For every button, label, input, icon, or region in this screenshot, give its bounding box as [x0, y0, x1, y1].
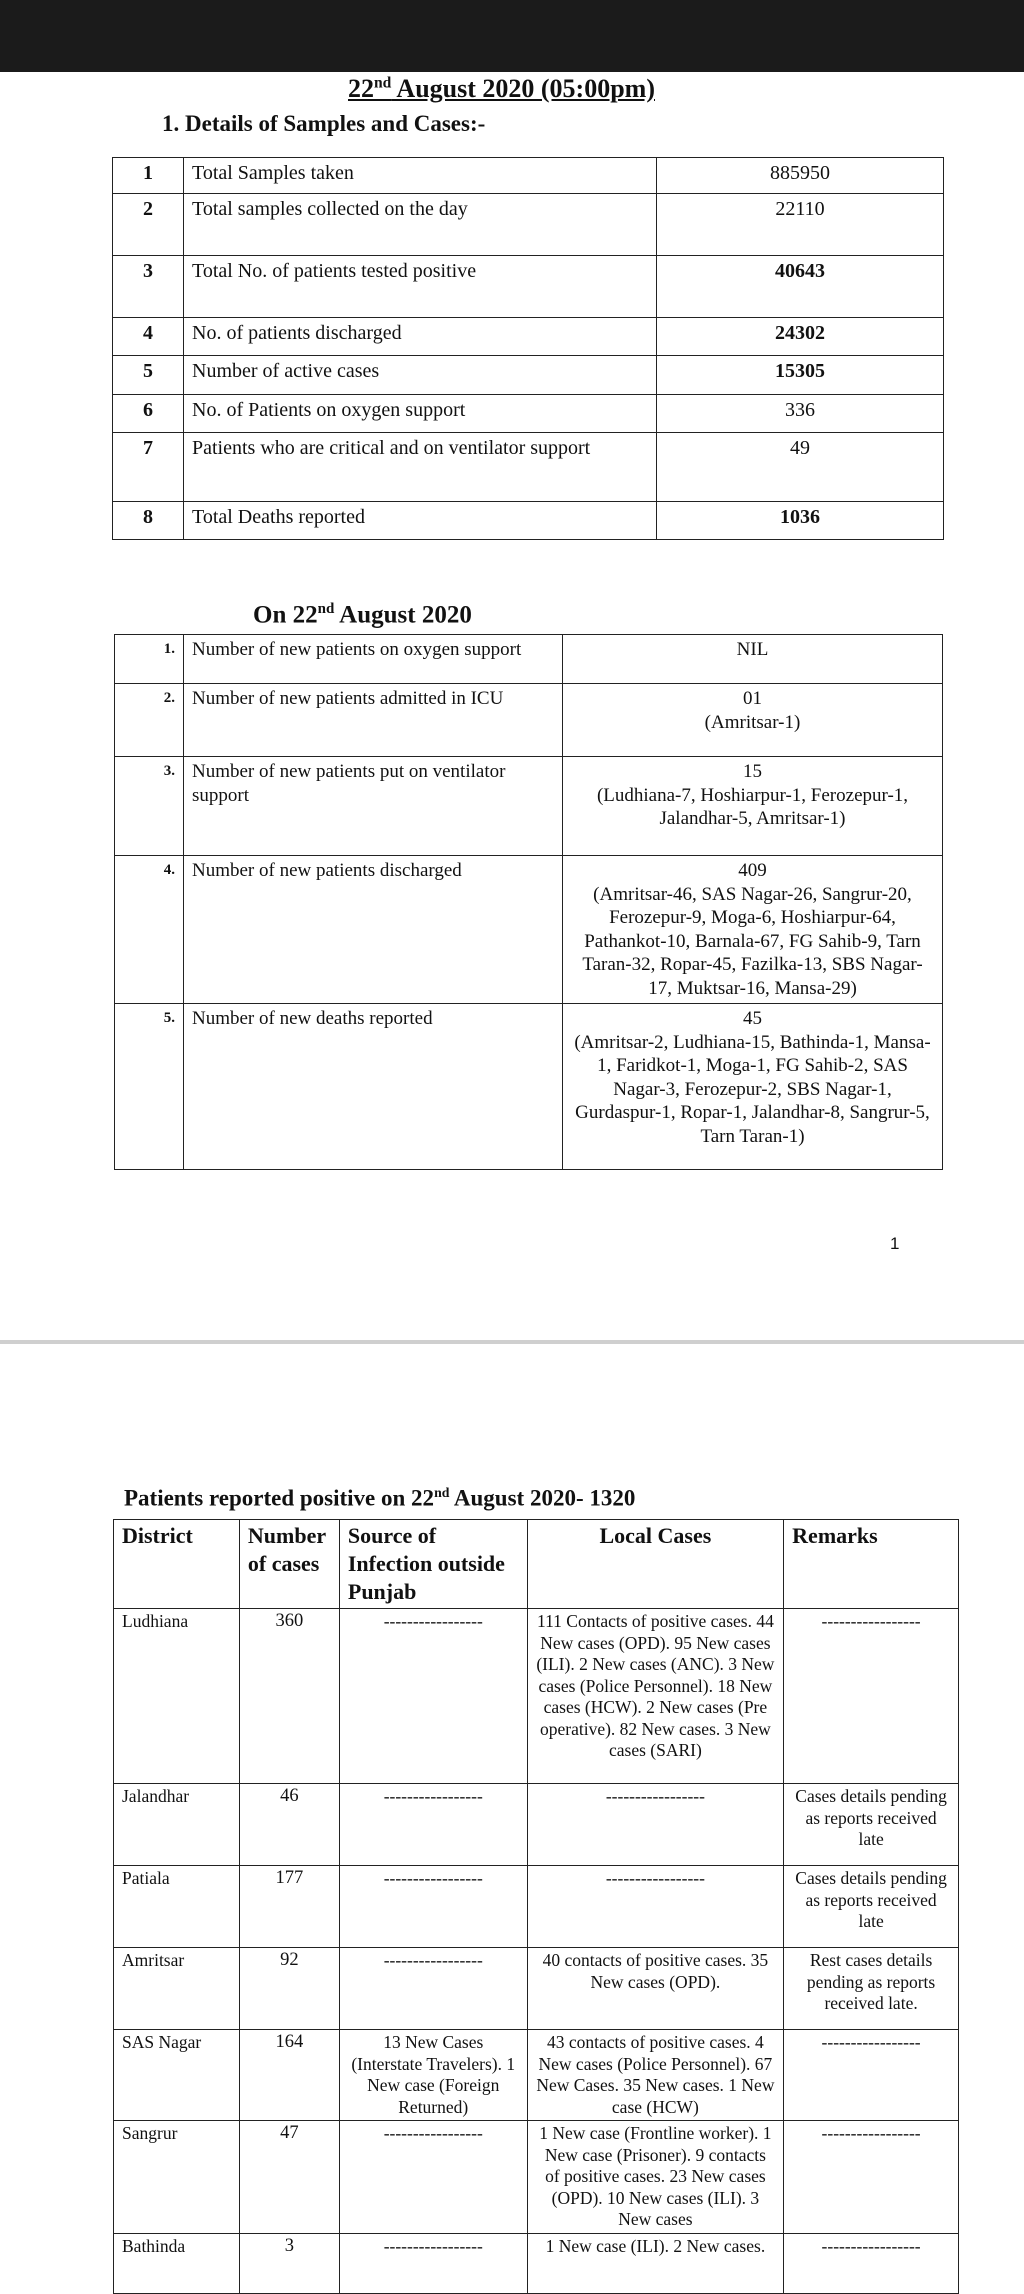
section-heading: 1. Details of Samples and Cases:-	[162, 111, 486, 136]
table-row	[115, 757, 943, 856]
row-label: No. of patients discharged	[184, 318, 657, 356]
cell-local: 40 contacts of positive cases. 35 New cases (OPD).	[527, 1948, 784, 2030]
row-value	[563, 1004, 943, 1170]
cell-source: -----------------	[339, 2121, 527, 2234]
table-row	[114, 2121, 959, 2234]
row-value-detail: (Amritsar-2, Ludhiana-15, Bathinda-1, Mansa-1, Faridkot-1, Moga-1, FG Sahib-2, SAS Nagar-3, Ferozepur-2, SBS Nagar-1, Gurdaspur-1, Ropar-1, Jalandhar-8, Sangrur-5, Tarn Taran-1)	[574, 1031, 931, 1147]
row-value: 40643	[657, 256, 944, 318]
row-number: 7	[113, 433, 184, 502]
cell-cases: 92	[239, 1948, 339, 2030]
row-value: 336	[657, 395, 944, 433]
table-row	[114, 1866, 959, 1948]
table-row	[115, 1004, 943, 1170]
cell-district: Sangrur	[114, 2121, 240, 2234]
table-row	[113, 158, 944, 194]
row-label: No. of Patients on oxygen support	[184, 395, 657, 433]
col-header-local: Local Cases	[527, 1520, 784, 1609]
table-row	[115, 856, 943, 1004]
row-label: Number of new deaths reported	[184, 1004, 563, 1170]
table-row	[115, 684, 943, 757]
row-value: 24302	[657, 318, 944, 356]
cell-cases: 164	[239, 2030, 339, 2121]
col-header-district: District	[114, 1520, 240, 1609]
row-value-detail: (Amritsar-1)	[704, 711, 801, 733]
row-value: 885950	[657, 158, 944, 194]
table-row	[114, 1948, 959, 2030]
cell-source: -----------------	[339, 1784, 527, 1866]
cell-district: Ludhiana	[114, 1609, 240, 1784]
row-value-detail: (Amritsar-46, SAS Nagar-26, Sangrur-20, Ferozepur-9, Moga-6, Hoshiarpur-64, Pathankot-10, Barnala-67, FG Sahib-9, Tarn Taran-32, Ropar-45, Fazilka-13, SBS Nagar-17, Muktsar-16, Mansa-29)	[582, 883, 923, 999]
row-number: 3	[113, 256, 184, 318]
cell-district: Amritsar	[114, 1948, 240, 2030]
row-value-count: 15	[743, 761, 762, 782]
row-value	[563, 856, 943, 1004]
cell-cases: 47	[239, 2121, 339, 2234]
row-number: 1	[113, 158, 184, 194]
row-value-count: NIL	[736, 639, 769, 660]
row-value	[563, 635, 943, 684]
cell-source: -----------------	[339, 1609, 527, 1784]
cell-remarks: Rest cases details pending as reports received late.	[784, 1948, 959, 2030]
row-label: Total No. of patients tested positive	[184, 256, 657, 318]
row-value-count: 01	[743, 688, 762, 709]
cell-local: 43 contacts of positive cases. 4 New cases (Police Personnel). 67 New Cases. 35 New cases. 1 New case (HCW)	[527, 2030, 784, 2121]
row-label: Number of new patients discharged	[184, 856, 563, 1004]
cell-local: -----------------	[527, 1784, 784, 1866]
cell-remarks: -----------------	[784, 2233, 959, 2293]
cell-remarks: -----------------	[784, 2030, 959, 2121]
row-value-count: 45	[743, 1008, 762, 1029]
table-row	[114, 1784, 959, 1866]
page-divider	[0, 1340, 1024, 1344]
table-row	[113, 318, 944, 356]
cell-local: 1 New case (Frontline worker). 1 New case (Prisoner). 9 contacts of positive cases. 23 New cases (OPD). 10 New cases (ILI). 3 New cases	[527, 2121, 784, 2234]
table-header-row	[114, 1520, 959, 1609]
row-label: Number of active cases	[184, 356, 657, 395]
row-value-detail: (Ludhiana-7, Hoshiarpur-1, Ferozepur-1, Jalandhar-5, Amritsar-1)	[596, 784, 909, 829]
cell-cases: 3	[239, 2233, 339, 2293]
table-row	[114, 2030, 959, 2121]
table-row	[113, 194, 944, 256]
row-number: 2.	[115, 684, 184, 757]
cell-district: Jalandhar	[114, 1784, 240, 1866]
cell-remarks: Cases details pending as reports received late	[784, 1784, 959, 1866]
cell-remarks: -----------------	[784, 1609, 959, 1784]
cell-district: Bathinda	[114, 2233, 240, 2293]
row-label: Number of new patients admitted in ICU	[184, 684, 563, 757]
row-value: 1036	[657, 502, 944, 540]
row-label: Number of new patients put on ventilator support	[184, 757, 563, 856]
row-number: 5	[113, 356, 184, 395]
table-row	[115, 635, 943, 684]
table-row	[114, 1609, 959, 1784]
table-row	[113, 356, 944, 395]
row-value: 49	[657, 433, 944, 502]
samples-cases-table	[112, 157, 944, 540]
row-value: 15305	[657, 356, 944, 395]
row-value	[563, 757, 943, 856]
cell-district: SAS Nagar	[114, 2030, 240, 2121]
cell-local: -----------------	[527, 1866, 784, 1948]
cell-source: -----------------	[339, 1866, 527, 1948]
district-cases-table	[113, 1519, 959, 2294]
cell-source: -----------------	[339, 2233, 527, 2293]
row-label: Patients who are critical and on ventilator support	[184, 433, 657, 502]
cell-local: 111 Contacts of positive cases. 44 New cases (OPD). 95 New cases (ILI). 2 New cases (ANC). 3 New cases (Police Personnel). 18 New cases (HCW). 2 New cases (Pre operative). 82 New cases. 3 New cases (SARI)	[527, 1609, 784, 1784]
table-row	[113, 502, 944, 540]
row-label: Total Samples taken	[184, 158, 657, 194]
row-label: Total samples collected on the day	[184, 194, 657, 256]
row-number: 1.	[115, 635, 184, 684]
row-number: 2	[113, 194, 184, 256]
cell-cases: 360	[239, 1609, 339, 1784]
report-date-title: 22nd August 2020 (05:00pm)	[348, 74, 655, 103]
row-number: 4	[113, 318, 184, 356]
table-row	[113, 433, 944, 502]
col-header-cases: Number of cases	[239, 1520, 339, 1609]
row-number: 6	[113, 395, 184, 433]
table-row	[113, 256, 944, 318]
cell-remarks: Cases details pending as reports received late	[784, 1866, 959, 1948]
row-value: 22110	[657, 194, 944, 256]
col-header-remarks: Remarks	[784, 1520, 959, 1609]
cell-cases: 177	[239, 1866, 339, 1948]
cell-remarks: -----------------	[784, 2121, 959, 2234]
daily-updates-table	[114, 634, 943, 1170]
row-label: Number of new patients on oxygen support	[184, 635, 563, 684]
row-label: Total Deaths reported	[184, 502, 657, 540]
table-row	[113, 395, 944, 433]
top-black-bar	[0, 0, 1024, 72]
row-value	[563, 684, 943, 757]
row-number: 8	[113, 502, 184, 540]
row-number: 3.	[115, 757, 184, 856]
page-number: 1	[890, 1234, 900, 1253]
daily-section-title: On 22nd August 2020	[253, 601, 472, 629]
cell-source: -----------------	[339, 1948, 527, 2030]
cell-district: Patiala	[114, 1866, 240, 1948]
cell-local: 1 New case (ILI). 2 New cases.	[527, 2233, 784, 2293]
table-row	[114, 2233, 959, 2293]
cell-cases: 46	[239, 1784, 339, 1866]
patients-section-title: Patients reported positive on 22nd August 2020- 1320	[124, 1485, 636, 1511]
col-header-source: Source of Infection outside Punjab	[339, 1520, 527, 1609]
row-value-count: 409	[738, 860, 767, 881]
cell-source: 13 New Cases (Interstate Travelers). 1 New case (Foreign Returned)	[339, 2030, 527, 2121]
row-number: 4.	[115, 856, 184, 1004]
row-number: 5.	[115, 1004, 184, 1170]
